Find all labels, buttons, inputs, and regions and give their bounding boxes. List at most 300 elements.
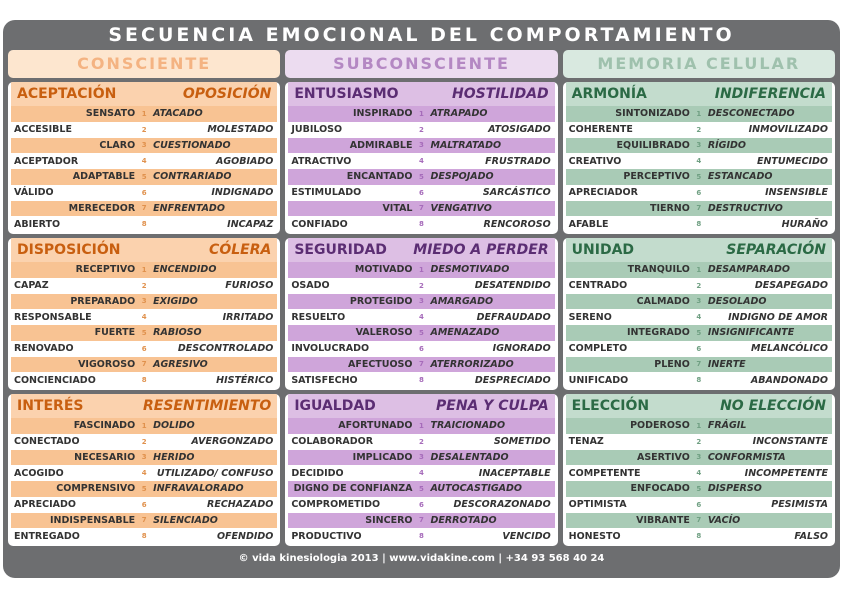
negative-emotion: INMOVILIZADO bbox=[748, 124, 828, 136]
negative-emotion: DESPOJADO bbox=[430, 171, 494, 183]
negative-emotion: INERTE bbox=[707, 358, 746, 370]
emotion-row bbox=[288, 513, 554, 529]
positive-emotion: SATISFECHO bbox=[291, 374, 358, 386]
emotion-row bbox=[11, 278, 277, 294]
step-number: 4 bbox=[419, 469, 424, 478]
emotion-row bbox=[11, 497, 277, 513]
emotion-block bbox=[8, 82, 280, 234]
footer-credits: © vida kinesiologia 2013 | www.vidakine.com | +34 93 568 40 24 bbox=[238, 553, 605, 564]
positive-emotion: INVOLUCRADO bbox=[291, 343, 370, 355]
emotion-row bbox=[11, 450, 277, 466]
negative-emotion: OFENDIDO bbox=[216, 530, 274, 542]
block-header bbox=[288, 394, 554, 418]
negative-state-title: INDIFERENCIA bbox=[714, 86, 826, 102]
negative-emotion: DESPRECIADO bbox=[474, 374, 551, 386]
block-header bbox=[11, 394, 277, 418]
positive-emotion: MOTIVADO bbox=[354, 264, 413, 276]
positive-emotion: APRECIADOR bbox=[568, 187, 638, 199]
step-number: 8 bbox=[419, 532, 424, 541]
negative-emotion: AVERGONZADO bbox=[191, 436, 274, 448]
positive-emotion: COMPRENSIVO bbox=[56, 483, 136, 495]
negative-state-title: NO ELECCIÓN bbox=[720, 398, 826, 414]
emotion-row bbox=[288, 357, 554, 373]
negative-state-title: HOSTILIDAD bbox=[451, 86, 549, 102]
positive-emotion: TIERNO bbox=[649, 202, 690, 214]
positive-emotion: AFECTUOSO bbox=[347, 358, 413, 370]
emotion-row bbox=[566, 309, 832, 325]
negative-emotion: EXIGIDO bbox=[153, 295, 198, 307]
emotion-block bbox=[285, 238, 557, 390]
emotion-row bbox=[566, 357, 832, 373]
emotion-row bbox=[288, 201, 554, 217]
page-title: SECUENCIA EMOCIONAL DEL COMPORTAMIENTO bbox=[108, 24, 735, 46]
emotion-rows bbox=[11, 418, 277, 544]
step-number: 3 bbox=[419, 297, 424, 306]
negative-emotion: SARCÁSTICO bbox=[482, 187, 551, 199]
emotion-row bbox=[566, 201, 832, 217]
positive-state-title: ENTUSIASMO bbox=[294, 86, 399, 102]
positive-emotion: PERCEPTIVO bbox=[623, 171, 690, 183]
step-number: 2 bbox=[696, 437, 702, 446]
emotion-row bbox=[288, 185, 554, 201]
emotion-row bbox=[288, 341, 554, 357]
negative-emotion: AGOBIADO bbox=[216, 155, 274, 167]
step-number: 5 bbox=[419, 484, 424, 493]
step-number: 7 bbox=[419, 360, 424, 369]
emotion-row bbox=[566, 528, 832, 544]
emotion-row bbox=[11, 106, 277, 122]
block-header bbox=[566, 238, 832, 262]
step-number: 1 bbox=[141, 265, 147, 274]
emotion-block bbox=[285, 82, 557, 234]
emotion-row bbox=[11, 216, 277, 232]
positive-emotion: VIGOROSO bbox=[78, 358, 136, 370]
negative-emotion: DESAMPARADO bbox=[707, 264, 790, 276]
positive-emotion: RESUELTO bbox=[291, 311, 346, 323]
emotion-row bbox=[566, 106, 832, 122]
emotion-row bbox=[11, 341, 277, 357]
step-number: 8 bbox=[696, 532, 702, 541]
step-number: 4 bbox=[141, 469, 147, 478]
emotion-row bbox=[566, 481, 832, 497]
positive-emotion: CONCIENCIADO bbox=[14, 374, 96, 386]
step-number: 2 bbox=[419, 437, 424, 446]
negative-emotion: INDIGNADO bbox=[211, 187, 274, 199]
emotion-row bbox=[288, 169, 554, 185]
emotion-row bbox=[288, 138, 554, 154]
emotion-row bbox=[11, 185, 277, 201]
emotion-row bbox=[566, 325, 832, 341]
negative-emotion: CUESTIONADO bbox=[153, 139, 231, 151]
step-number: 8 bbox=[696, 220, 702, 229]
step-number: 8 bbox=[141, 220, 147, 229]
step-number: 1 bbox=[696, 421, 702, 430]
emotion-row bbox=[566, 465, 832, 481]
emotion-row bbox=[566, 262, 832, 278]
step-number: 5 bbox=[141, 328, 147, 337]
step-number: 8 bbox=[141, 532, 147, 541]
step-number: 1 bbox=[419, 265, 424, 274]
step-number: 5 bbox=[141, 172, 147, 181]
step-number: 8 bbox=[419, 220, 424, 229]
positive-emotion: ACCESIBLE bbox=[14, 124, 72, 136]
step-number: 7 bbox=[141, 360, 147, 369]
step-number: 3 bbox=[141, 453, 147, 462]
positive-emotion: COLABORADOR bbox=[291, 436, 374, 448]
step-number: 1 bbox=[696, 109, 702, 118]
emotion-block bbox=[8, 394, 280, 546]
emotion-rows bbox=[11, 106, 277, 232]
step-number: 4 bbox=[696, 469, 702, 478]
step-number: 2 bbox=[696, 125, 702, 134]
positive-emotion: MERECEDOR bbox=[68, 202, 136, 214]
emotion-rows bbox=[288, 106, 554, 232]
step-number: 8 bbox=[696, 376, 702, 385]
step-number: 3 bbox=[141, 297, 147, 306]
emotion-row bbox=[566, 450, 832, 466]
emotion-row bbox=[11, 294, 277, 310]
emotion-block bbox=[563, 394, 835, 546]
positive-emotion: DIGNO DE CONFIANZA bbox=[293, 483, 413, 495]
emotion-rows bbox=[566, 262, 832, 388]
positive-emotion: ACEPTADOR bbox=[14, 155, 79, 167]
negative-emotion: INFRAVALORADO bbox=[153, 483, 244, 495]
positive-emotion: CLARO bbox=[99, 139, 136, 151]
step-number: 2 bbox=[419, 281, 424, 290]
negative-emotion: DERROTADO bbox=[430, 514, 497, 526]
step-number: 4 bbox=[419, 157, 424, 166]
positive-state-title: ELECCIÓN bbox=[571, 398, 650, 414]
block-header bbox=[288, 82, 554, 106]
emotion-row bbox=[11, 528, 277, 544]
emotion-row bbox=[11, 465, 277, 481]
emotion-row bbox=[11, 434, 277, 450]
positive-emotion: FUERTE bbox=[94, 327, 136, 339]
negative-emotion: MELANCÓLICO bbox=[751, 343, 828, 355]
positive-emotion: CALMADO bbox=[636, 295, 690, 307]
emotion-rows bbox=[288, 418, 554, 544]
step-number: 7 bbox=[696, 360, 702, 369]
positive-emotion: PRODUCTIVO bbox=[291, 530, 362, 542]
positive-emotion: CENTRADO bbox=[568, 280, 628, 292]
step-number: 7 bbox=[696, 204, 702, 213]
negative-emotion: DEFRAUDADO bbox=[476, 311, 551, 323]
positive-state-title: ARMONÍA bbox=[571, 86, 647, 102]
step-number: 6 bbox=[141, 500, 147, 509]
negative-emotion: VENGATIVO bbox=[430, 202, 492, 214]
emotion-row bbox=[288, 497, 554, 513]
step-number: 1 bbox=[419, 109, 424, 118]
emotion-row bbox=[288, 106, 554, 122]
positive-emotion: SINTONIZADO bbox=[615, 108, 690, 120]
positive-emotion: HONESTO bbox=[568, 530, 621, 542]
emotion-row bbox=[566, 372, 832, 388]
negative-emotion: SOMETIDO bbox=[493, 436, 551, 448]
positive-emotion: VITAL bbox=[382, 202, 413, 214]
negative-emotion: VENCIDO bbox=[502, 530, 551, 542]
positive-emotion: SERENO bbox=[568, 311, 612, 323]
step-number: 2 bbox=[419, 125, 424, 134]
step-number: 4 bbox=[419, 313, 424, 322]
step-number: 4 bbox=[141, 157, 147, 166]
negative-state-title: SEPARACIÓN bbox=[726, 242, 826, 258]
emotion-row bbox=[288, 372, 554, 388]
step-number: 7 bbox=[696, 516, 702, 525]
step-number: 4 bbox=[696, 313, 702, 322]
emotion-row bbox=[288, 122, 554, 138]
negative-emotion: DESCONECTADO bbox=[707, 108, 795, 120]
negative-emotion: PESIMISTA bbox=[771, 499, 828, 511]
column-heading-subconsciente: SUBCONSCIENTE bbox=[285, 50, 557, 78]
negative-emotion: DESTRUCTIVO bbox=[707, 202, 783, 214]
emotion-row bbox=[566, 138, 832, 154]
emotion-rows bbox=[566, 418, 832, 544]
emotion-block bbox=[563, 238, 835, 390]
emotion-row bbox=[11, 138, 277, 154]
step-number: 5 bbox=[141, 484, 147, 493]
emotion-row bbox=[288, 465, 554, 481]
step-number: 6 bbox=[696, 188, 702, 197]
negative-emotion: ENTUMECIDO bbox=[756, 155, 828, 167]
negative-emotion: TRAICIONADO bbox=[430, 420, 506, 432]
positive-emotion: IMPLICADO bbox=[352, 451, 413, 463]
emotional-sequence-card bbox=[3, 20, 840, 578]
negative-state-title: MIEDO A PERDER bbox=[413, 242, 549, 258]
negative-emotion: HURAÑO bbox=[781, 218, 828, 230]
positive-emotion: INTEGRADO bbox=[626, 327, 690, 339]
negative-emotion: FRUSTRADO bbox=[485, 155, 551, 167]
negative-emotion: AMARGADO bbox=[430, 295, 494, 307]
positive-state-title: DISPOSICIÓN bbox=[17, 242, 121, 258]
step-number: 5 bbox=[419, 328, 424, 337]
emotion-row bbox=[288, 418, 554, 434]
negative-emotion: RENCOROSO bbox=[483, 218, 551, 230]
positive-emotion: TRANQUILO bbox=[627, 264, 690, 276]
block-header bbox=[288, 238, 554, 262]
negative-emotion: INCOMPETENTE bbox=[744, 467, 828, 479]
step-number: 6 bbox=[141, 188, 147, 197]
positive-emotion: PREPARADO bbox=[70, 295, 136, 307]
negative-emotion: INACEPTABLE bbox=[478, 467, 551, 479]
step-number: 2 bbox=[141, 125, 147, 134]
positive-emotion: CAPAZ bbox=[14, 280, 49, 292]
emotion-row bbox=[288, 262, 554, 278]
negative-emotion: RECHAZADO bbox=[207, 499, 274, 511]
emotion-row bbox=[11, 325, 277, 341]
step-number: 7 bbox=[419, 516, 424, 525]
positive-emotion: OPTIMISTA bbox=[568, 499, 627, 511]
positive-emotion: EQUILIBRADO bbox=[616, 139, 690, 151]
step-number: 6 bbox=[419, 344, 424, 353]
positive-emotion: VIBRANTE bbox=[636, 514, 690, 526]
negative-emotion: FALSO bbox=[794, 530, 828, 542]
negative-emotion: CONFORMISTA bbox=[707, 451, 786, 463]
positive-emotion: PODEROSO bbox=[630, 420, 690, 432]
positive-state-title: IGUALDAD bbox=[294, 398, 376, 414]
emotion-rows bbox=[566, 106, 832, 232]
negative-emotion: ENFRENTADO bbox=[153, 202, 225, 214]
negative-emotion: IGNORADO bbox=[492, 343, 551, 355]
negative-emotion: DESATENDIDO bbox=[474, 280, 551, 292]
negative-state-title: PENA Y CULPA bbox=[436, 398, 549, 414]
emotion-row bbox=[566, 418, 832, 434]
positive-emotion: INSPIRADO bbox=[353, 108, 413, 120]
column-headings bbox=[8, 50, 835, 78]
emotion-row bbox=[288, 278, 554, 294]
positive-emotion: RESPONSABLE bbox=[14, 311, 92, 323]
positive-emotion: ADAPTABLE bbox=[72, 171, 136, 183]
negative-emotion: UTILIZADO/ CONFUSO bbox=[156, 467, 274, 479]
negative-emotion: SILENCIADO bbox=[153, 514, 218, 526]
emotion-row bbox=[288, 450, 554, 466]
column-heading-memoria-celular: MEMORIA CELULAR bbox=[563, 50, 835, 78]
positive-state-title: ACEPTACIÓN bbox=[17, 86, 117, 102]
positive-emotion: ADMIRABLE bbox=[349, 139, 413, 151]
positive-state-title: SEGURIDAD bbox=[294, 242, 387, 258]
positive-emotion: CONFIADO bbox=[291, 218, 348, 230]
emotion-row bbox=[566, 185, 832, 201]
positive-emotion: SINCERO bbox=[365, 514, 413, 526]
step-number: 6 bbox=[696, 344, 702, 353]
negative-emotion: AUTOCASTIGADO bbox=[430, 483, 522, 495]
positive-emotion: APRECIADO bbox=[14, 499, 76, 511]
emotion-row bbox=[566, 497, 832, 513]
negative-emotion: RABIOSO bbox=[153, 327, 202, 339]
block-header bbox=[566, 394, 832, 418]
negative-emotion: ENCENDIDO bbox=[153, 264, 217, 276]
step-number: 3 bbox=[419, 141, 424, 150]
emotion-row bbox=[288, 153, 554, 169]
positive-emotion: PROTEGIDO bbox=[349, 295, 413, 307]
step-number: 4 bbox=[141, 313, 147, 322]
negative-emotion: DISPERSO bbox=[707, 483, 762, 495]
emotion-row bbox=[11, 481, 277, 497]
emotion-row bbox=[288, 294, 554, 310]
step-number: 1 bbox=[141, 421, 147, 430]
negative-emotion: ESTANCADO bbox=[707, 171, 773, 183]
emotion-row bbox=[288, 325, 554, 341]
negative-emotion: IRRITADO bbox=[222, 311, 274, 323]
step-number: 5 bbox=[696, 484, 702, 493]
negative-emotion: DESCONTROLADO bbox=[177, 343, 274, 355]
positive-emotion: TENAZ bbox=[568, 436, 604, 448]
emotion-row bbox=[11, 262, 277, 278]
emotion-row bbox=[11, 309, 277, 325]
step-number: 5 bbox=[696, 328, 702, 337]
step-number: 4 bbox=[696, 157, 702, 166]
column-heading-consciente: CONSCIENTE bbox=[8, 50, 280, 78]
positive-emotion: UNIFICADO bbox=[568, 374, 629, 386]
step-number: 2 bbox=[696, 281, 702, 290]
positive-emotion: COMPLETO bbox=[568, 343, 628, 355]
positive-emotion: COMPROMETIDO bbox=[291, 499, 381, 511]
positive-emotion: INDISPENSABLE bbox=[50, 514, 136, 526]
negative-emotion: HERIDO bbox=[153, 451, 195, 463]
emotion-row bbox=[288, 434, 554, 450]
block-header bbox=[566, 82, 832, 106]
negative-emotion: DESMOTIVADO bbox=[430, 264, 510, 276]
emotion-row bbox=[288, 528, 554, 544]
emotion-row bbox=[566, 513, 832, 529]
emotion-grid bbox=[8, 82, 835, 546]
negative-emotion: AGRESIVO bbox=[153, 358, 208, 370]
step-number: 3 bbox=[696, 297, 702, 306]
negative-emotion: CONTRARIADO bbox=[153, 171, 232, 183]
emotion-row bbox=[566, 341, 832, 357]
step-number: 1 bbox=[696, 265, 702, 274]
positive-emotion: SENSATO bbox=[85, 108, 136, 120]
step-number: 8 bbox=[141, 376, 147, 385]
negative-emotion: INDIGNO DE AMOR bbox=[728, 311, 828, 323]
step-number: 2 bbox=[141, 281, 147, 290]
positive-emotion: AFABLE bbox=[568, 218, 609, 230]
negative-state-title: OPOSICIÓN bbox=[182, 86, 272, 102]
negative-state-title: RESENTIMIENTO bbox=[142, 398, 272, 414]
block-header bbox=[11, 82, 277, 106]
positive-state-title: UNIDAD bbox=[571, 242, 635, 258]
negative-emotion: MOLESTADO bbox=[207, 124, 274, 136]
positive-emotion: ACOGIDO bbox=[14, 467, 64, 479]
negative-emotion: DESOLADO bbox=[707, 295, 767, 307]
emotion-row bbox=[566, 169, 832, 185]
negative-emotion: AMENAZADO bbox=[430, 327, 500, 339]
emotion-row bbox=[11, 357, 277, 373]
positive-emotion: ENFOCADO bbox=[630, 483, 690, 495]
positive-emotion: PLENO bbox=[654, 358, 690, 370]
step-number: 3 bbox=[696, 453, 702, 462]
step-number: 1 bbox=[419, 421, 424, 430]
step-number: 5 bbox=[419, 172, 424, 181]
emotion-block bbox=[563, 82, 835, 234]
negative-emotion: INCONSTANTE bbox=[752, 436, 828, 448]
emotion-row bbox=[11, 372, 277, 388]
positive-emotion: ESTIMULADO bbox=[291, 187, 362, 199]
emotion-row bbox=[11, 201, 277, 217]
positive-emotion: RENOVADO bbox=[14, 343, 74, 355]
positive-emotion: CONECTADO bbox=[14, 436, 80, 448]
positive-emotion: CREATIVO bbox=[568, 155, 622, 167]
emotion-row bbox=[11, 418, 277, 434]
step-number: 3 bbox=[419, 453, 424, 462]
emotion-row bbox=[11, 153, 277, 169]
emotion-row bbox=[11, 513, 277, 529]
emotion-row bbox=[566, 278, 832, 294]
step-number: 3 bbox=[696, 141, 702, 150]
positive-emotion: DECIDIDO bbox=[291, 467, 344, 479]
negative-emotion: MALTRATADO bbox=[430, 139, 502, 151]
emotion-row bbox=[288, 309, 554, 325]
positive-emotion: ENCANTADO bbox=[346, 171, 413, 183]
step-number: 1 bbox=[141, 109, 147, 118]
emotion-row bbox=[11, 122, 277, 138]
emotion-row bbox=[288, 216, 554, 232]
negative-emotion: FURIOSO bbox=[225, 280, 274, 292]
negative-emotion: INSENSIBLE bbox=[765, 187, 828, 199]
negative-emotion: DESALENTADO bbox=[430, 451, 509, 463]
block-header bbox=[11, 238, 277, 262]
emotion-row bbox=[566, 216, 832, 232]
emotion-row bbox=[566, 294, 832, 310]
negative-emotion: INCAPAZ bbox=[227, 218, 274, 230]
negative-emotion: DESCORAZONADO bbox=[453, 499, 551, 511]
emotion-block bbox=[285, 394, 557, 546]
positive-emotion: NECESARIO bbox=[74, 451, 136, 463]
emotion-row bbox=[566, 122, 832, 138]
negative-emotion: HISTÉRICO bbox=[216, 374, 274, 386]
step-number: 3 bbox=[141, 141, 147, 150]
step-number: 6 bbox=[141, 344, 147, 353]
step-number: 7 bbox=[419, 204, 424, 213]
